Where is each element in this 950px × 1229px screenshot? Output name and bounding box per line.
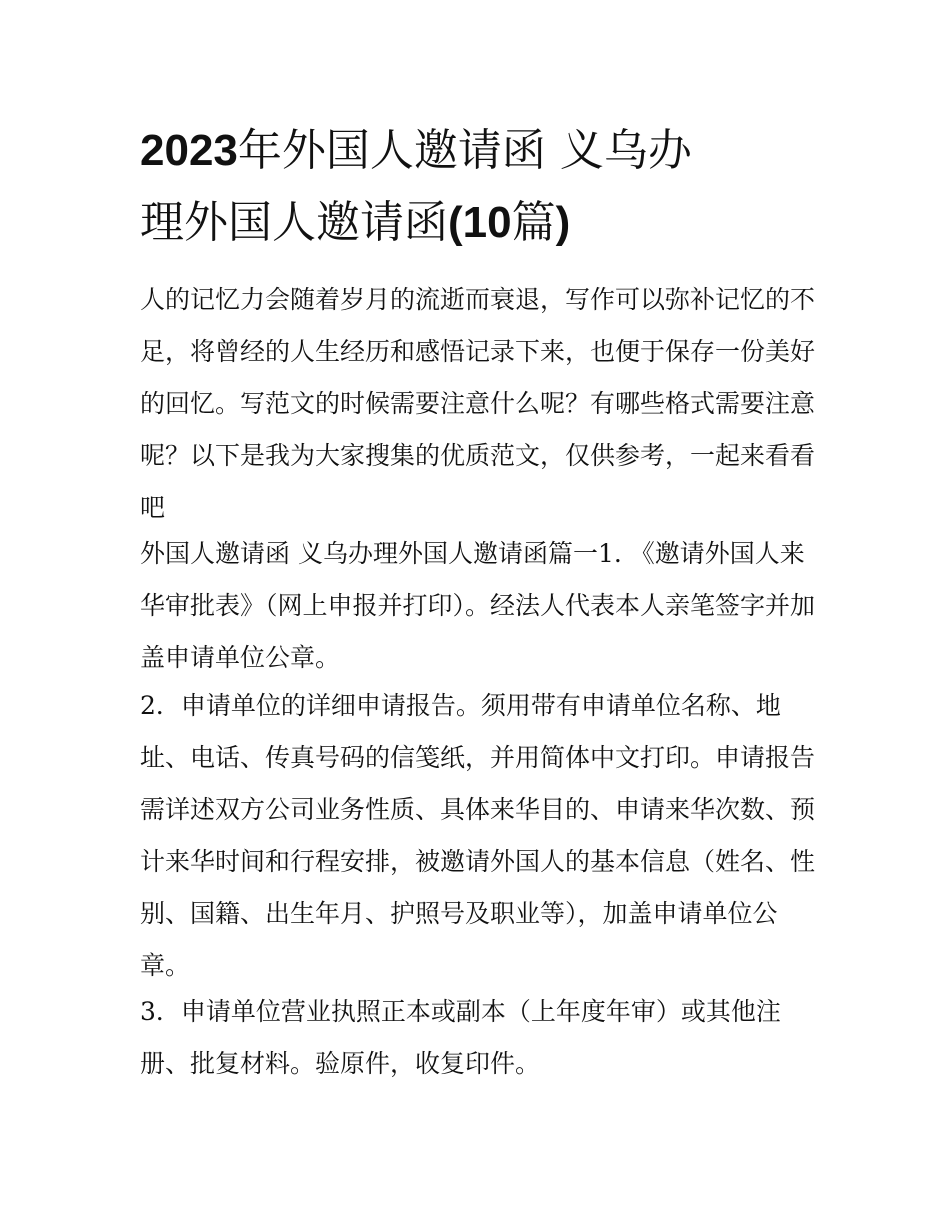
section-2-body: 址、电话、传真号码的信笺纸，并用简体中文打印。申请报告需详述双方公司业务性质、具体来华目的、申请来华次数、预计来华时间和行程安排，被邀请外国人的基本信息（姓名、性别、国籍、出生年月、护照号及职业等），加盖申请单位公章。: [140, 743, 816, 980]
title-line2-text: 理外国人邀请函: [140, 197, 448, 248]
document-title: [140, 115, 816, 259]
section-3-first-line: 3．申请单位营业执照正本或副本（上年度年审）或其他注: [140, 997, 781, 1026]
section-3-paragraph: [140, 986, 816, 1090]
title-count-word: 篇: [511, 197, 556, 248]
intro-paragraph: 人的记忆力会随着岁月的流逝而衰退，写作可以弥补记忆的不足，将曾经的人生经历和感悟记录下来，也便于保存一份美好的回忆。写范文的时候需要注意什么呢？有哪些格式需要注意呢？以下是我为大家搜集的优质范文，仅供参考，一起来看看吧: [140, 285, 816, 522]
title-count-paren: (10: [448, 198, 512, 247]
title-close-paren: ): [555, 198, 571, 247]
section-2-paragraph: [140, 680, 816, 992]
section-2-first-line: 2．申请单位的详细申请报告。须用带有申请单位名称、地: [140, 691, 781, 720]
section-1-paragraph: 外国人邀请函 义乌办理外国人邀请函篇一1. 《邀请外国人来华审批表》（网上申报并打印）。经法人代表本人亲笔签字并加盖申请单位公章。: [140, 539, 816, 672]
title-year: 2023: [140, 126, 238, 175]
title-line1-text: 年外国人邀请函 义乌办: [237, 125, 692, 176]
section-3-body: 册、批复材料。验原件，收复印件。: [140, 1049, 541, 1078]
